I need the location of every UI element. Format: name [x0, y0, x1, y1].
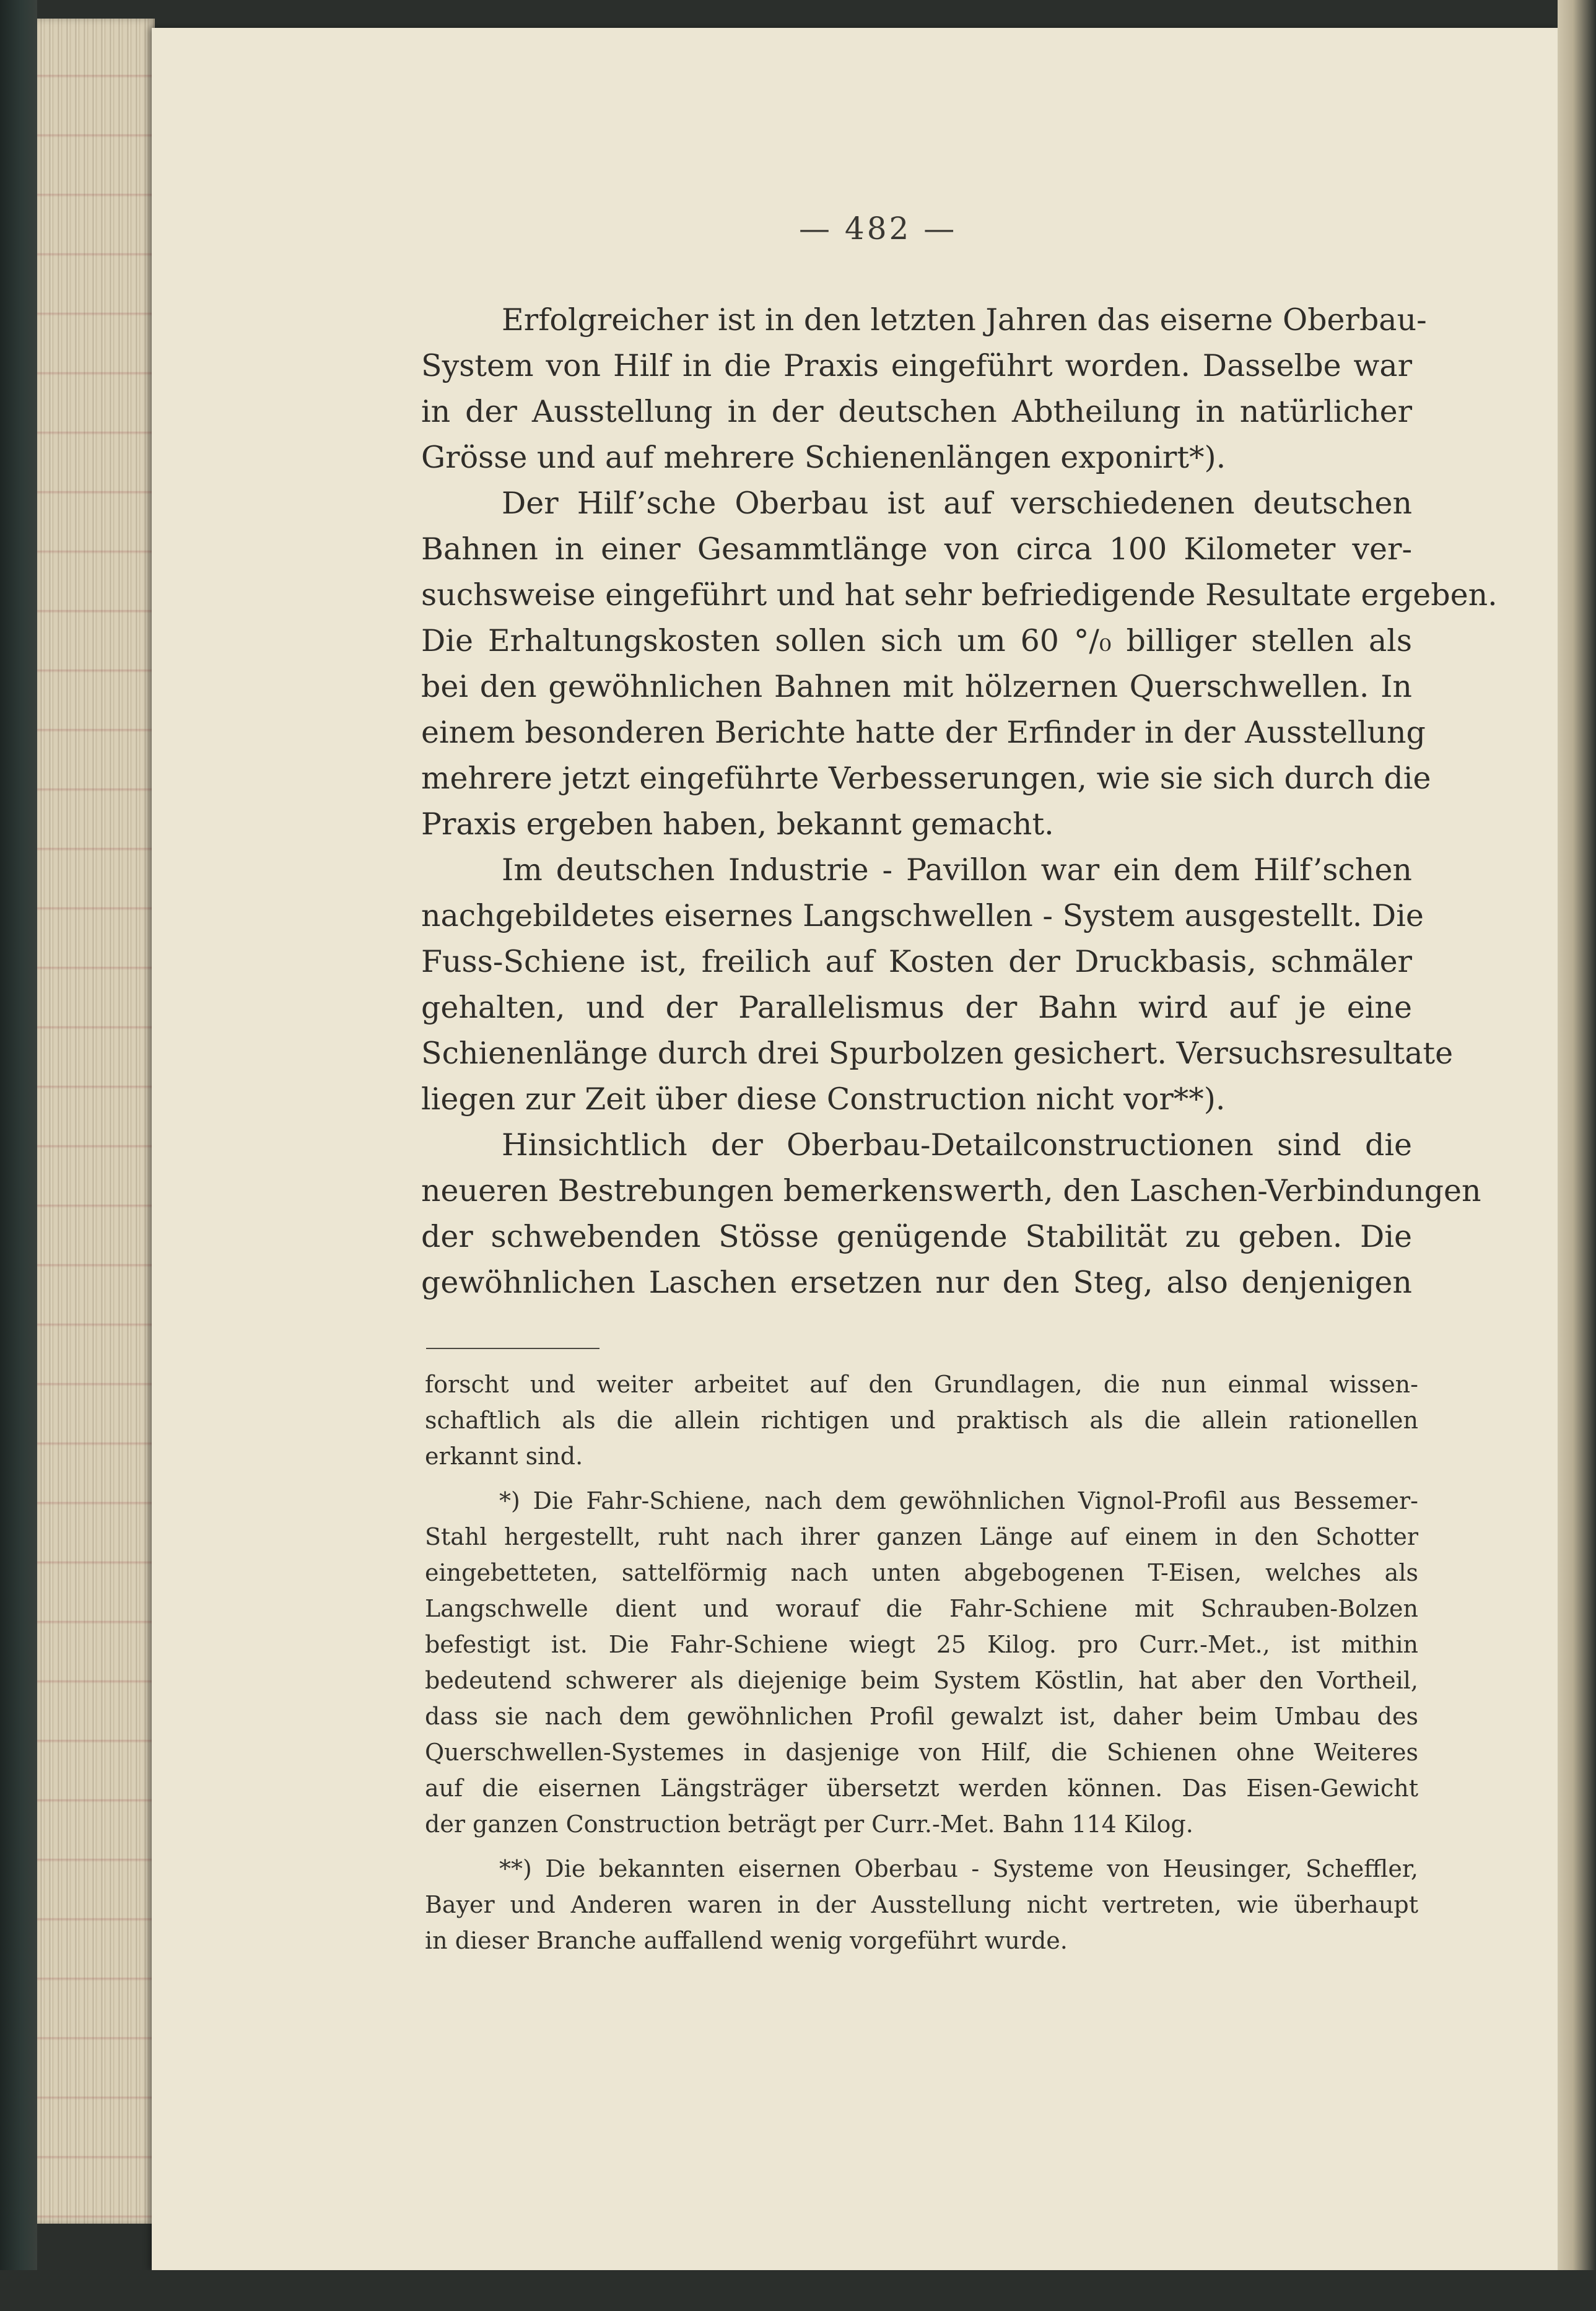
footnote-line: Bayer und Anderen waren in der Ausstellung nicht vertreten, wie überhaupt: [425, 1891, 1418, 1918]
book-cover: [0, 0, 37, 2311]
body-line: Hinsichtlich der Oberbau-Detailconstructionen sind die: [502, 1127, 1412, 1163]
footnote-line: dass sie nach dem gewöhnlichen Profil gewalzt ist, daher beim Umbau des: [425, 1703, 1418, 1730]
footnote-line: bedeutend schwerer als diejenige beim System Köstlin, hat aber den Vortheil,: [425, 1667, 1418, 1694]
page-number: — 482 —: [799, 211, 957, 247]
body-line: liegen zur Zeit über diese Construction nicht vor**).: [421, 1081, 1226, 1117]
body-line: System von Hilf in die Praxis eingeführt worden. Dasselbe war: [421, 348, 1412, 383]
body-line: Die Erhaltungskosten sollen sich um 60 °/₀ billiger stellen als: [421, 623, 1412, 658]
footnote-line: *) Die Fahr-Schiene, nach dem gewöhnlichen Vignol-Profil aus Bessemer-: [499, 1487, 1418, 1514]
footnote-line: **) Die bekannten eisernen Oberbau - Systeme von Heusinger, Scheffler,: [499, 1855, 1418, 1882]
page-edges: [37, 19, 155, 2224]
body-line: gehalten, und der Parallelismus der Bahn wird auf je eine: [421, 990, 1412, 1025]
body-line: Erfolgreicher ist in den letzten Jahren das eiserne Oberbau-: [502, 302, 1427, 338]
footnote-line: der ganzen Construction beträgt per Curr.-Met. Bahn 114 Kilog.: [425, 1811, 1193, 1838]
footnote-line: Querschwellen-Systemes in dasjenige von Hilf, die Schienen ohne Weiteres: [425, 1739, 1418, 1766]
body-line: neueren Bestrebungen bemerkenswerth, den Laschen-Verbindungen: [421, 1173, 1481, 1208]
footnote-line: erkannt sind.: [425, 1443, 583, 1470]
footnote-line: forscht und weiter arbeitet auf den Grundlagen, die nun einmal wissen-: [425, 1371, 1418, 1398]
body-line: nachgebildetes eisernes Langschwellen - System ausgestellt. Die: [421, 898, 1424, 933]
body-line: Grösse und auf mehrere Schienenlängen exponirt*).: [421, 440, 1226, 475]
body-line: einem besonderen Berichte hatte der Erfinder in der Ausstellung: [421, 715, 1426, 750]
body-line: Bahnen in einer Gesammtlänge von circa 100 Kilometer ver-: [421, 531, 1412, 567]
footnote-line: Langschwelle dient und worauf die Fahr-Schiene mit Schrauben-Bolzen: [425, 1595, 1418, 1622]
body-line: Fuss-Schiene ist, freilich auf Kosten der Druckbasis, schmäler: [421, 944, 1412, 979]
footnote-line: befestigt ist. Die Fahr-Schiene wiegt 25 Kilog. pro Curr.-Met., ist mithin: [425, 1631, 1418, 1658]
body-line: bei den gewöhnlichen Bahnen mit hölzernen Querschwellen. In: [421, 669, 1412, 704]
footnote-line: auf die eisernen Längsträger übersetzt werden können. Das Eisen-Gewicht: [425, 1775, 1418, 1802]
body-line: suchsweise eingeführt und hat sehr befriedigende Resultate ergeben.: [421, 577, 1498, 613]
footnote-line: schaftlich als die allein richtigen und praktisch als die allein rationellen: [425, 1407, 1418, 1434]
body-line: der schwebenden Stösse genügende Stabilität zu geben. Die: [421, 1219, 1412, 1254]
footnote-line: in dieser Branche auffallend wenig vorgeführt wurde.: [425, 1927, 1068, 1954]
body-line: Schienenlänge durch drei Spurbolzen gesichert. Versuchsresultate: [421, 1036, 1454, 1071]
footnote-line: Stahl hergestellt, ruht nach ihrer ganzen Länge auf einem in den Schotter: [425, 1523, 1418, 1550]
body-line: mehrere jetzt eingeführte Verbesserungen, wie sie sich durch die: [421, 761, 1431, 796]
body-line: Im deutschen Industrie - Pavillon war ein dem Hilf’schen: [502, 852, 1412, 888]
body-line: in der Ausstellung in der deutschen Abtheilung in natürlicher: [421, 394, 1412, 429]
right-page-edge: [1558, 0, 1596, 2311]
body-line: gewöhnlichen Laschen ersetzen nur den Steg, also denjenigen: [421, 1265, 1412, 1300]
body-line: Praxis ergeben haben, bekannt gemacht.: [421, 806, 1054, 842]
body-line: Der Hilf’sche Oberbau ist auf verschiedenen deutschen: [502, 486, 1412, 521]
bottom-background: [0, 2270, 1596, 2311]
footnote-line: eingebetteten, sattelförmig nach unten abgebogenen T-Eisen, welches als: [425, 1559, 1418, 1586]
footnote-separator: [426, 1348, 600, 1349]
